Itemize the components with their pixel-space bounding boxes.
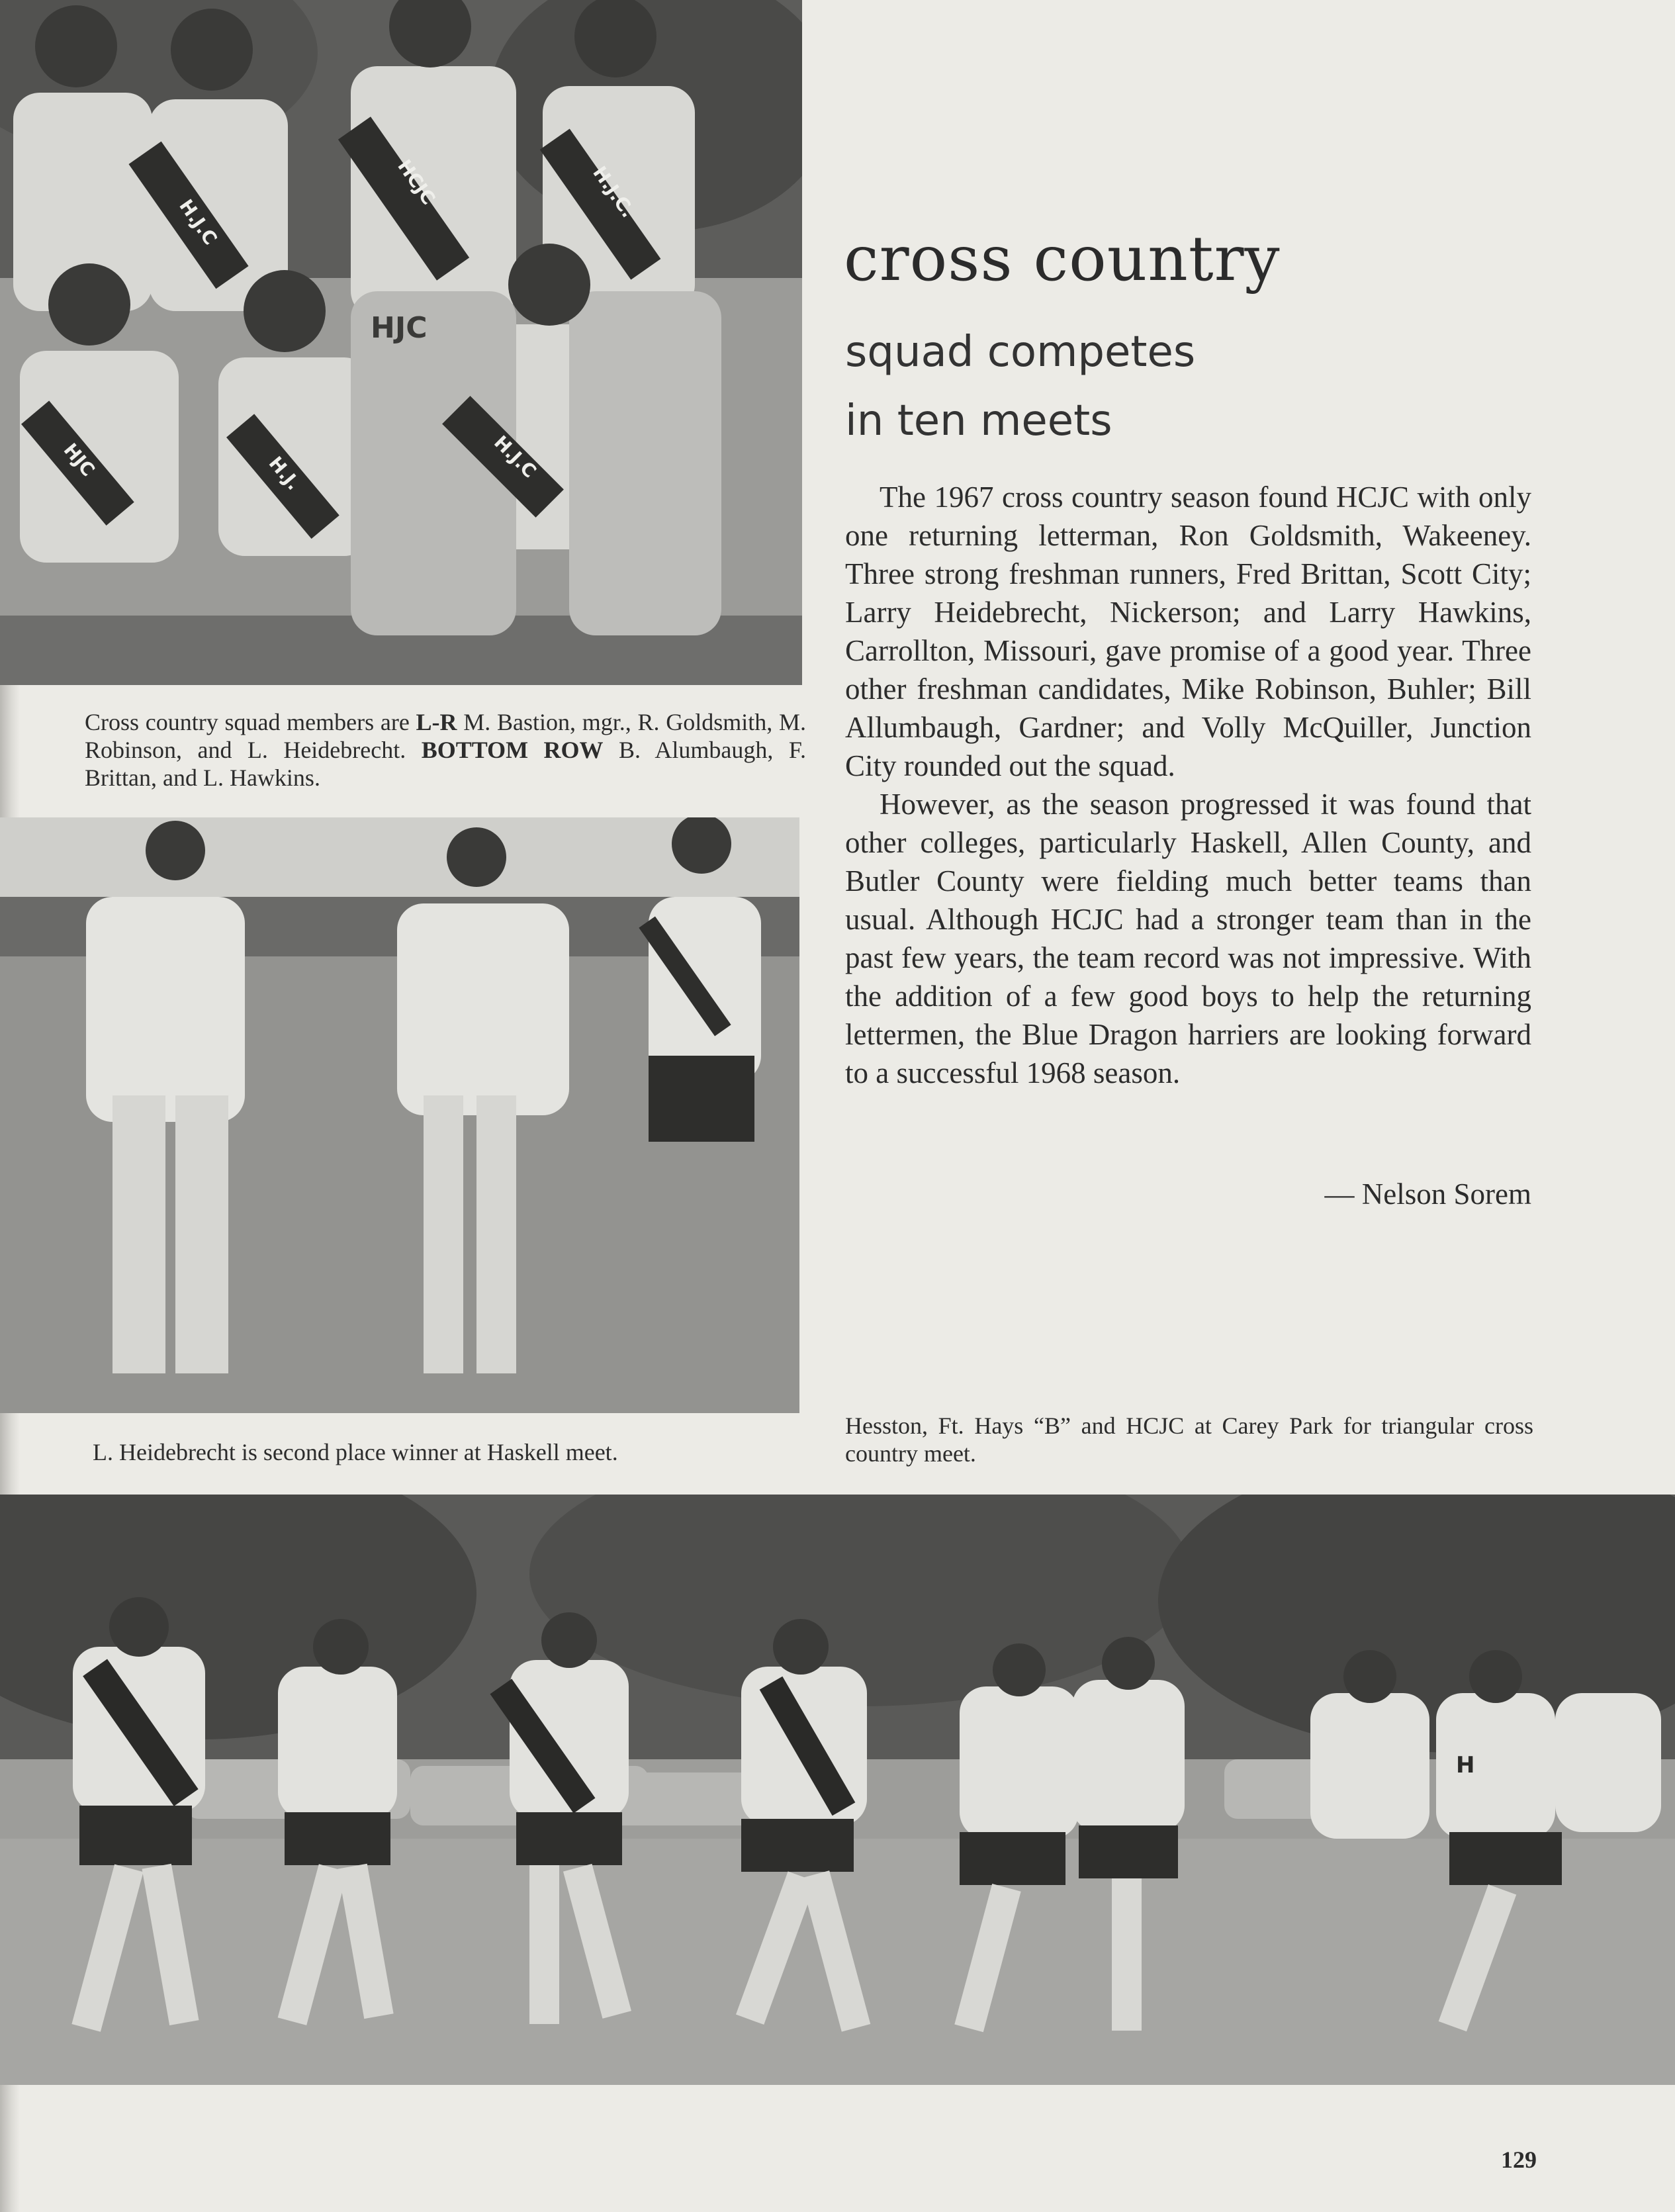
caption-label-lr: L-R [416,709,457,735]
page-number: 129 [1501,2146,1537,2173]
pants-text: HJC [371,311,428,345]
subtitle-line-1: squad competes [845,328,1196,377]
team-photo-caption [85,708,806,792]
article-paragraph-1: The 1967 cross country season found HCJC with only one returning letterman, Ron Goldsmith, Wakeeney. Three strong freshman runners, Fred Brittan, Scott City; Larry Heidebrecht, Nickerson; and Larry Hawkins, Carrollton, Missouri, gave promise of a good year. Three other freshman candidates, Mike Robinson, Buhler; Bill Allumbaugh, Gardner; and Volly McQuiller, Junction City rounded out the squad. [845,481,1531,782]
caption-text: Cross country squad members are [85,709,416,735]
jersey-text-3: H.J.C. [588,162,639,222]
team-photo [0,0,802,685]
jersey-text-6: H.J.C [490,431,541,483]
article-paragraph-2: However, as the season progressed it was found that other colleges, particularly Haskell, Allen County, and Butler County were fielding much better teams than usual. Although HCJC had a stronger team than in the past few years, the team record was not impressive. With the addition of a few good boys to help the returning lettermen, the Blue Dragon harriers are looking forward to a successful 1968 season. [845,788,1531,1089]
race-jersey-text: H [1456,1752,1475,1778]
article-byline: — Nelson Sorem [1324,1177,1531,1211]
jersey-text-4: HJC [59,439,99,481]
race-photo [0,1495,1675,2085]
finish-photo-caption: L. Heidebrecht is second place winner at Haskell meet. [93,1439,618,1465]
caption-label-bottom-row: BOTTOM ROW [421,737,604,763]
article-subtitle [845,318,1195,455]
jersey-text-1: H.J.C [175,195,222,250]
finish-photo [0,817,799,1413]
jersey-text-2: HCJC [393,156,440,209]
article-title: cross country [844,223,1281,295]
subtitle-line-2: in ten meets [845,396,1112,445]
article-body [845,478,1531,1092]
caption-text: M. Bastion, mgr., R. Goldsmith, M. Robinson, and L. Heidebrecht. [85,709,806,763]
caption-text: B. Alumbaugh, F. Brittan, and L. Hawkins. [85,737,806,791]
race-photo-caption: Hesston, Ft. Hays “B” and HCJC at Carey Park for triangular cross country meet. [845,1412,1533,1467]
jersey-text-5: H.J. [264,452,305,494]
